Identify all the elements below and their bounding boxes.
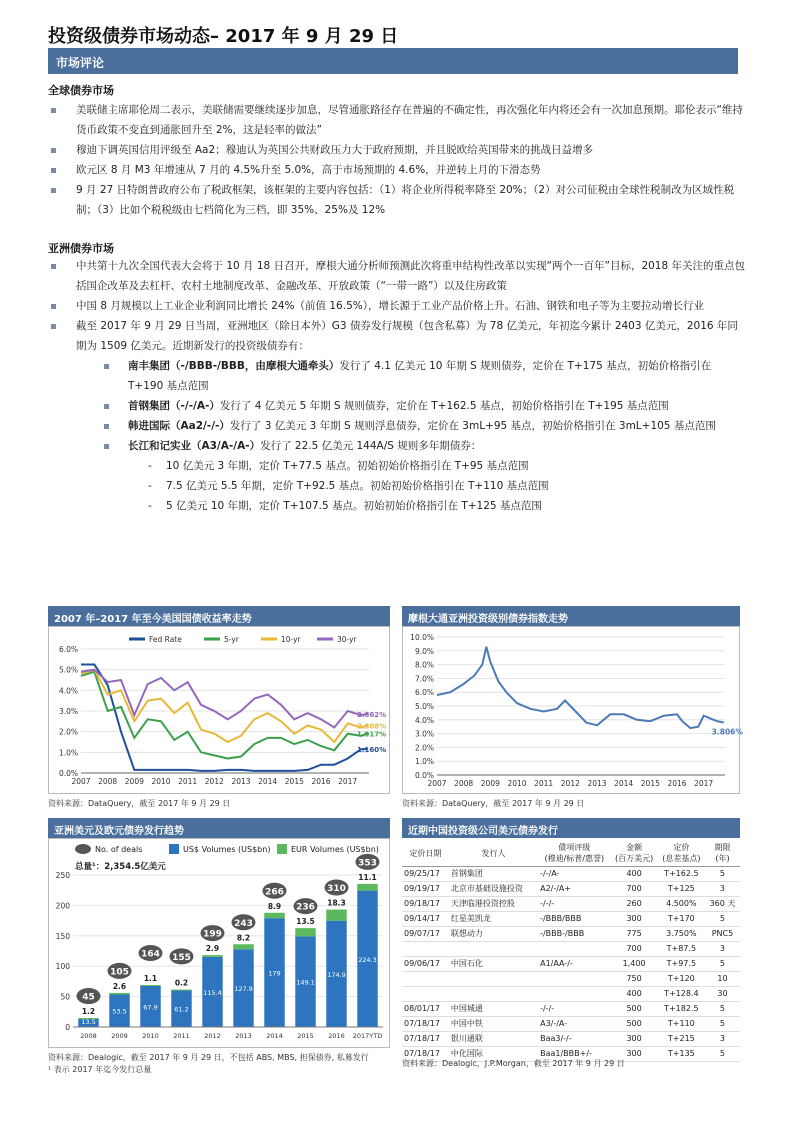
eur-value-label: 1.1 [143,974,158,984]
table-cell: 260 [610,897,657,912]
y-tick-label: 9.0% [414,646,434,656]
eur-bar [233,944,253,949]
table-cell: 银川通联 [449,1032,538,1047]
table-cell: 07/18/17 [402,1017,449,1032]
bullet-square-icon [104,424,109,429]
x-tick-label: 2010 [151,777,171,786]
table-row [402,912,740,927]
table-cell: 700 [610,942,657,957]
deal-issuer: 长江和记实业（A3/A-/A-） [128,440,261,452]
table-cell: 09/07/17 [402,927,449,942]
x-tick-label: 2015 [284,777,304,786]
x-tick-label: 2007 [427,779,447,788]
y-tick-label: 0.0% [414,771,434,780]
chart3-title: 亚洲美元及欧元债券发行趋势 [48,818,390,838]
deal-item [48,416,748,436]
x-tick-label: 2013 [587,779,607,788]
table-cell [449,942,538,957]
deals-value-label: 164 [141,949,160,960]
global-item-text: 穆迪下调英国信用评级至 Aa2；穆迪认为英国公共财政压力大于政府预期，并且脱欧给英国带来的挑战日益增多 [76,144,594,156]
legend-label: 30-yr [337,635,357,644]
x-tick-label: 2015 [297,1032,314,1040]
y-tick-label: 50 [60,992,70,1002]
table-cell: PNC5 [705,927,740,942]
eur-bar [140,985,160,986]
asia-item [48,256,748,296]
table-cell: 天津临港投资控股 [449,897,538,912]
table-header-row [402,840,740,867]
table-row [402,1002,740,1017]
eur-value-label: 13.5 [296,917,315,927]
x-tick-label: 2017 [694,779,714,788]
legend-deals-icon [75,844,91,854]
table-cell: 07/18/17 [402,1047,449,1062]
asia-item-text: 中共第十九次全国代表大会将于 10 月 18 日召开，摩根大通分析师预测此次将重申结构性改革以实现“两个一百年”目标，2018 年关注的重点包括国企改革及去杠杆、农村土地制度改革、金融改革、开放政策（“一带一路”）以及住房政策 [76,260,746,292]
x-tick-label: 2017 [338,777,358,786]
usd-value-label: 224.3 [358,955,377,964]
eur-bar [109,993,129,995]
total-label: 总量¹：2,354.5亿美元 [75,862,166,872]
table-cell: 09/18/17 [402,897,449,912]
x-tick-label: 2011 [173,1032,190,1040]
usd-value-label: 53.5 [112,1007,127,1016]
end-value-label: 1.917% [357,730,387,739]
chart1-title: 2007 年–2017 年至今美国国债收益率走势 [48,606,390,626]
bullet-square-icon [104,404,109,409]
tranche-item [48,476,748,496]
eur-bar [295,928,315,936]
chart2-title: 摩根大通亚洲投资级别债券指数走势 [402,606,740,626]
tranche-item [48,456,748,476]
y-tick-label: 5.0% [414,702,434,711]
y-tick-label: 2.0% [414,743,434,753]
y-tick-label: 6.0% [58,645,78,654]
table-cell: 775 [610,927,657,942]
x-tick-label: 2016 [667,779,687,788]
eur-bar [326,910,346,921]
x-tick-label: 2016 [311,777,331,786]
table-cell: 400 [610,867,657,882]
table-title: 近期中国投资级公司美元债券发行 [402,818,740,838]
table-cell: 30 [705,987,740,1002]
bullet-square-icon [51,188,56,193]
bullet-square-icon [51,324,56,329]
series-line [81,670,368,742]
end-value-label: 1.160% [357,746,387,755]
yield-chart [49,627,389,793]
table-cell: 10 [705,972,740,987]
issuance-chart [49,839,389,1047]
legend-usd-swatch [169,844,179,854]
table-cell: 首钢集团 [449,867,538,882]
end-value-label: 2.862% [357,710,387,719]
table-cell [449,972,538,987]
deals-value-label: 243 [234,918,253,929]
table-cell: T+87.5 [658,942,705,957]
legend-label: US$ Volumes (US$bn) [183,845,271,854]
table-cell: T+135 [658,1047,705,1062]
usd-value-label: 149.1 [296,978,315,987]
x-tick-label: 2014 [614,779,634,788]
x-tick-label: 2010 [142,1032,159,1040]
asia-bullets [48,256,748,516]
section-bar: 市场评论 [48,48,738,74]
usd-value-label: 127.9 [234,985,253,994]
x-tick-label: 2013 [231,777,251,786]
deal-text: 发行了 3 亿美元 3 年期 S 规则浮息债券，定价在 3mL+95 基点，初始价格指引在 3mL+105 基点范围 [229,420,716,432]
table-body [402,867,740,1062]
chart2-panel [402,626,743,794]
table-cell: 09/14/17 [402,912,449,927]
table-header-cell: 期限 (年) [705,840,740,867]
series-line [437,647,724,728]
eur-bar [264,913,284,918]
x-tick-label: 2012 [204,777,224,786]
deal-issuer: 南丰集团（-/BBB-/BBB，由摩根大通牵头） [128,360,340,372]
x-tick-label: 2011 [178,777,198,786]
usd-value-label: 67.9 [143,1003,158,1012]
table-header-cell: 金额 (百万美元) [610,840,657,867]
bullet-square-icon [51,148,56,153]
table-cell: A1/AA-/- [538,957,610,972]
y-tick-label: 200 [55,901,70,911]
table-cell: 09/19/17 [402,882,449,897]
eur-bar [202,955,222,957]
global-item [48,180,748,220]
dash-icon: - [148,460,152,472]
x-tick-label: 2013 [235,1032,252,1040]
bullet-square-icon [104,364,109,369]
deals-value-label: 266 [265,887,284,898]
legend-eur-swatch [277,844,287,854]
global-item [48,160,748,180]
legend-label: 5-yr [224,635,239,644]
table-cell [449,987,538,1002]
table-cell [538,942,610,957]
table-header-cell: 发行人 [449,840,538,867]
table-cell: 700 [610,882,657,897]
eur-value-label: 18.3 [327,898,346,908]
y-tick-label: 8.0% [414,660,434,670]
tranche-item [48,496,748,516]
table-cell: 5 [705,912,740,927]
table-row [402,942,740,957]
usd-value-label: 61.2 [174,1005,189,1014]
table-cell: 5 [705,867,740,882]
eur-bar [357,884,377,891]
deal-text: 发行了 22.5 亿美元 144A/S 规则多年期债券： [260,440,482,452]
table-cell: 500 [610,1017,657,1032]
table-cell: -/-/A- [538,867,610,882]
x-tick-label: 2017YTD [352,1032,383,1040]
table-cell [402,942,449,957]
legend-label: 10-yr [281,635,301,644]
table-source: 资料来源：Dealogic，J.P.Morgan，截至 2017 年 9 月 29 日 [402,1059,625,1068]
deal-item [48,436,748,456]
table-cell: A2/-/A+ [538,882,610,897]
x-tick-label: 2008 [454,779,474,788]
global-item [48,140,748,160]
table-cell [538,972,610,987]
table-cell: 5 [705,1047,740,1062]
eur-value-label: 1.2 [81,1007,96,1017]
legend-label: No. of deals [95,845,143,854]
table-cell: 750 [610,972,657,987]
dash-icon: - [148,480,152,492]
global-bullets [48,100,748,220]
table-cell: Baa1/BBB+/- [538,1047,610,1062]
table-header-cell: 債項评级 (穆迪/标普/惠誉) [538,840,610,867]
tranche-text: 7.5 亿美元 5.5 年期，定价 T+92.5 基点。初始初始价格指引在 T+110 基点范围 [166,480,549,492]
table-row [402,1017,740,1032]
chart3-footnote: ¹ 表示 2017 年迄今发行总量 [48,1065,152,1074]
table-cell: 300 [610,912,657,927]
y-tick-label: 7.0% [414,674,434,684]
index-chart [403,627,743,793]
table-cell: 中国中铁 [449,1017,538,1032]
x-tick-label: 2015 [640,779,660,788]
y-tick-label: 5.0% [58,665,78,675]
table-cell: 300 [610,1047,657,1062]
series-line [81,672,368,759]
chart1-source: 资料来源：DataQuery，截至 2017 年 9 月 29 日 [48,799,231,808]
table-row [402,972,740,987]
global-item-text: 欧元区 8 月 M3 年增速从 7 月的 4.5%升至 5.0%，高于市场预期的 4.6%，并逆转上月的下滑态势 [76,164,541,176]
usd-value-label: 179 [268,969,281,978]
table-row [402,897,740,912]
y-tick-label: 10.0% [410,633,434,642]
eur-value-label: 0.2 [174,978,189,988]
x-tick-label: 2009 [480,779,500,788]
global-heading: 全球债券市场 [48,84,114,97]
asia-item [48,296,748,316]
table-cell: 08/01/17 [402,1002,449,1017]
deal-text: 发行了 4.1 亿美元 10 年期 S 规则债券，定价在 T+175 基点，初始价格指引在 T+190 基点范围 [128,360,712,392]
table-row [402,867,740,882]
dash-icon: - [148,500,152,512]
table-cell: 360 天 [705,897,740,912]
table-cell: T+110 [658,1017,705,1032]
deal-issuer: 首钢集团（-/-/A-） [128,400,220,412]
table-cell [538,987,610,1002]
table-cell [402,972,449,987]
usd-value-label: 115.4 [203,988,222,997]
y-tick-label: 1.0% [58,748,78,758]
table-cell: 3 [705,882,740,897]
eur-value-label: 8.9 [267,901,282,911]
x-tick-label: 2011 [534,779,554,788]
chart3-panel [48,838,390,1048]
chart1-panel [48,626,390,794]
y-tick-label: 3.0% [58,707,78,716]
table-cell: A3/-/A- [538,1017,610,1032]
table-cell: 北京市基础设施投资 [449,882,538,897]
y-tick-label: 4.0% [58,686,78,696]
table-cell: T+128.4 [658,987,705,1002]
table-cell: 500 [610,1002,657,1017]
asia-item [48,316,748,356]
deals-value-label: 199 [203,929,222,940]
table-cell: 09/06/17 [402,957,449,972]
table-row [402,882,740,897]
asia-item-text: 截至 2017 年 9 月 29 日当周，亚洲地区（除日本外）G3 债券发行规模（包含私募）为 78 亿美元，年初迄今累计 2403 亿美元，2016 年同期为 1509 亿美元。近期新发行的投资级债券有： [76,320,738,352]
table-cell: -/-/- [538,1002,610,1017]
eur-bar [171,990,191,991]
chart2-source: 资料来源：DataQuery，截至 2017 年 9 月 29 日 [402,799,585,808]
deals-value-label: 155 [172,952,191,963]
eur-value-label: 2.9 [205,944,220,954]
table-cell: 5 [705,1002,740,1017]
table-cell: T+125 [658,882,705,897]
deals-value-label: 236 [296,902,315,913]
eur-value-label: 11.1 [358,872,377,882]
chart3-source: 资料来源：Dealogic，截至 2017 年 9 月 29 日，不包括 ABS, MBS, 担保债券, 私募发行 [48,1053,369,1062]
legend-label: Fed Rate [149,635,182,644]
table-cell: 4.500% [658,897,705,912]
global-item-text: 9 月 27 日特朗普政府公布了税政框架，该框架的主要内容包括：（1）将企业所得税率降至 20%；（2）对公司征税由全球性税制改为区域性税制；（3）比如个税税级由七档简化为三档，即 35%、25%及 12% [76,184,735,216]
table-cell: 3 [705,942,740,957]
usd-value-label: 13.5 [81,1018,96,1026]
table-cell: 3.750% [658,927,705,942]
table-cell: T+97.5 [658,957,705,972]
end-value-label: 2.308% [357,722,387,731]
table-cell: 5 [705,957,740,972]
bullet-square-icon [51,304,56,309]
x-tick-label: 2008 [80,1032,97,1040]
table-cell: 5 [705,1017,740,1032]
y-tick-label: 250 [55,871,70,880]
asia-heading: 亚洲债券市场 [48,242,114,255]
global-item [48,100,748,140]
eur-value-label: 2.6 [112,981,127,991]
deal-item [48,396,748,416]
table-cell: -/BBB-/BBB [538,927,610,942]
table-cell: T+170 [658,912,705,927]
tranche-text: 10 亿美元 3 年期，定价 T+77.5 基点。初始初始价格指引在 T+95 基点范围 [166,460,529,472]
y-tick-label: 150 [55,931,70,941]
y-tick-label: 100 [55,962,70,972]
bullet-square-icon [51,108,56,113]
page-title: 投资级债券市场动态– 2017 年 9 月 29 日 [48,26,399,47]
x-tick-label: 2007 [71,777,91,786]
y-tick-label: 4.0% [414,715,434,725]
table-cell: 中国石化 [449,957,538,972]
table-row [402,957,740,972]
y-tick-label: 2.0% [58,727,78,737]
x-tick-label: 2010 [507,779,527,788]
y-tick-label: 1.0% [414,757,434,767]
y-tick-label: 0 [65,1023,70,1032]
table-cell: T+215 [658,1032,705,1047]
deals-value-label: 45 [82,992,95,1003]
bond-table [402,840,740,1062]
table-cell: 09/25/17 [402,867,449,882]
table-cell: T+120 [658,972,705,987]
table-header-cell: 定价日期 [402,840,449,867]
deal-item [48,356,748,396]
bullet-square-icon [51,264,56,269]
table-header-cell: 定价 (息差基点) [658,840,705,867]
table-cell: 07/18/17 [402,1032,449,1047]
legend-label: EUR Volumes (US$bn) [291,845,379,854]
x-tick-label: 2012 [204,1032,221,1040]
table-cell: 中国城通 [449,1002,538,1017]
x-tick-label: 2012 [560,779,580,788]
table-cell: 300 [610,1032,657,1047]
usd-value-label: 174.9 [327,970,346,979]
x-tick-label: 2014 [266,1032,283,1040]
table-cell: -/-/- [538,897,610,912]
table-cell: 联想动力 [449,927,538,942]
y-tick-label: 3.0% [414,729,434,739]
deals-value-label: 105 [110,967,129,978]
table-cell: -/BBB/BBB [538,912,610,927]
table-cell: 1,400 [610,957,657,972]
x-tick-label: 2016 [328,1032,345,1040]
table-cell [402,987,449,1002]
x-tick-label: 2009 [124,777,144,786]
end-value-label: 3.806% [711,727,743,737]
y-tick-label: 6.0% [414,688,434,698]
x-tick-label: 2009 [111,1032,128,1040]
table-cell: 400 [610,987,657,1002]
y-tick-label: 0.0% [58,769,78,778]
table-cell: Baa3/-/- [538,1032,610,1047]
deals-value-label: 353 [358,858,377,869]
table-row [402,1032,740,1047]
bullet-square-icon [51,168,56,173]
table-cell: 3 [705,1032,740,1047]
table-cell: T+162.5 [658,867,705,882]
table-cell: 中化国际 [449,1047,538,1062]
deal-issuer: 韩进国际（Aa2/-/-） [128,420,230,432]
tranche-text: 5 亿美元 10 年期，定价 T+107.5 基点。初始初始价格指引在 T+125 基点范围 [166,500,542,512]
table-cell: 红星美凯龙 [449,912,538,927]
eur-value-label: 8.2 [236,933,251,943]
deal-text: 发行了 4 亿美元 5 年期 S 规则债券，定价在 T+162.5 基点，初始价格指引在 T+195 基点范围 [219,400,669,412]
asia-item-text: 中国 8 月规模以上工业企业利润同比增长 24%（前值 16.5%），增长源于工业产品价格上升。石油、钢铁和电子等为主要拉动增长行业 [76,300,704,312]
table-row [402,927,740,942]
x-tick-label: 2014 [258,777,278,786]
global-item-text: 美联储主席耶伦周二表示，美联储需要继续逐步加息，尽管通胀路径存在普遍的不确定性，再次强化年内将还会有一次加息预期。耶伦表示“维持货币政策不变直到通胀回升至 2%，这是轻率的做法” [76,104,743,136]
bullet-square-icon [104,444,109,449]
table-cell: T+182.5 [658,1002,705,1017]
deals-value-label: 310 [327,884,346,895]
x-tick-label: 2008 [98,777,118,786]
table-row [402,987,740,1002]
